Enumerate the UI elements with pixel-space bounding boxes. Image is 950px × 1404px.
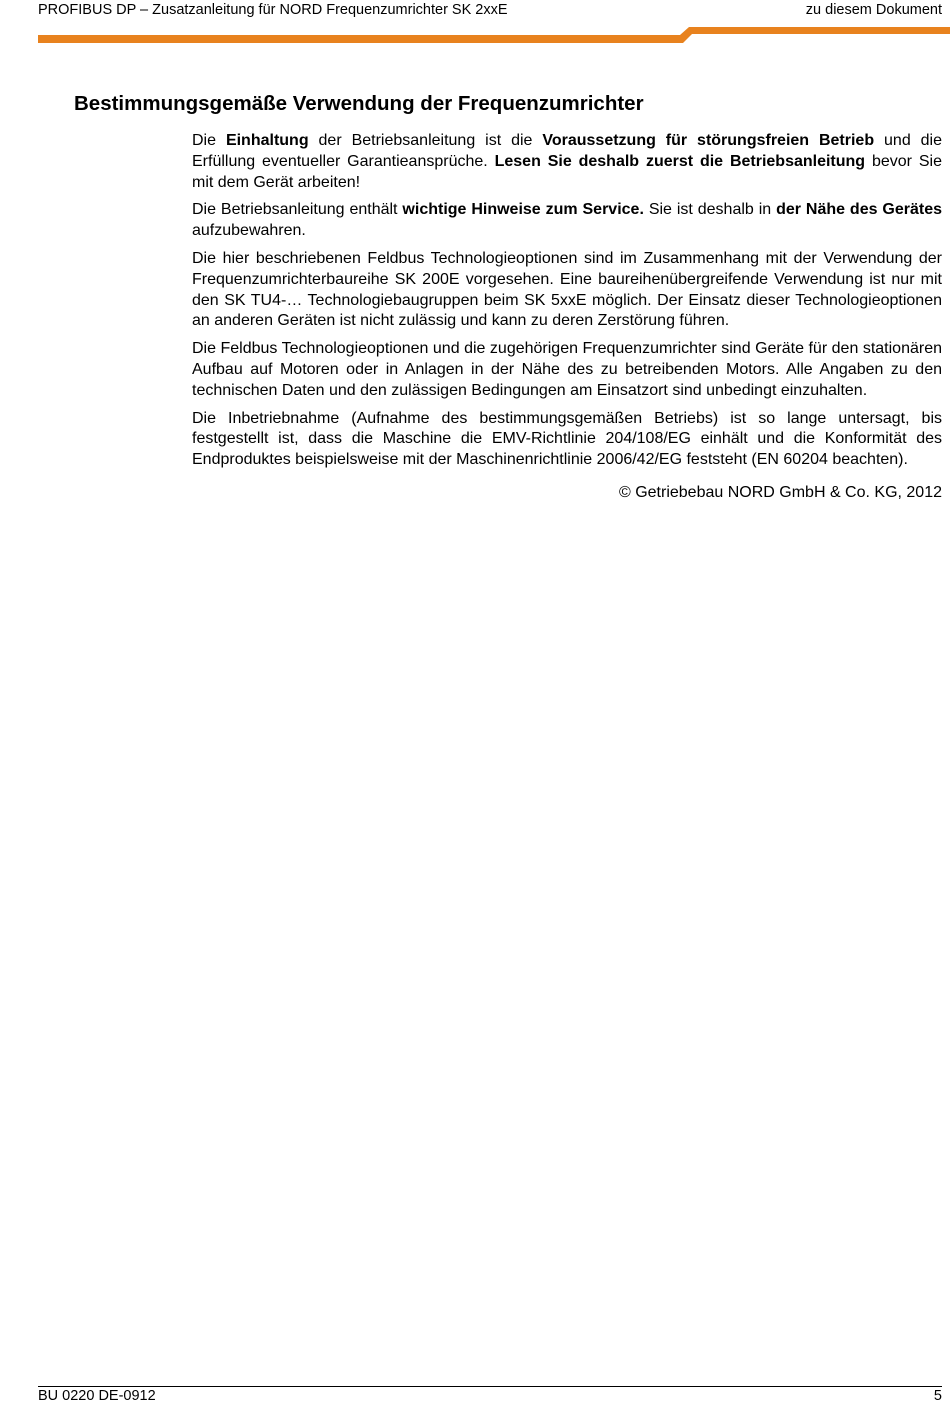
text-run: bevor Sie mit dem Gerät arbeiten! bbox=[192, 152, 942, 191]
paragraph-1 bbox=[192, 131, 942, 193]
header-bar-shape bbox=[38, 27, 950, 43]
header-section-name: zu diesem Dokument bbox=[805, 2, 942, 18]
header-document-title: PROFIBUS DP – Zusatzanleitung für NORD Frequenzumrichter SK 2xxE bbox=[38, 2, 508, 18]
paragraph-2 bbox=[192, 200, 942, 242]
text-run: der Betriebsanleitung ist die bbox=[308, 132, 543, 149]
text-run: Sie ist deshalb in bbox=[643, 201, 777, 219]
footer-page-number: 5 bbox=[933, 1388, 942, 1404]
header-orange-bar bbox=[0, 26, 950, 46]
bold-run: wichtige Hinweise zum Service. bbox=[402, 201, 644, 219]
bold-run: Lesen Sie deshalb zuerst die Betriebsanleitung bbox=[494, 152, 866, 170]
paragraph-4: Die Feldbus Technologieoptionen und die zugehörigen Frequenzumrichter sind Geräte für den stationären Aufbau auf Motoren oder in Anlagen in der Nähe des zu betreibenden Motors. Alle Angaben zu den technischen Daten und den zulässigen Bedingungen am Einsatzort sind unbedingt einzuhalten. bbox=[192, 340, 942, 399]
text-run: aufzubewahren. bbox=[192, 222, 306, 240]
body-text bbox=[192, 131, 942, 511]
text-run: Die bbox=[192, 132, 226, 149]
bold-run: der Nähe des Gerätes bbox=[776, 201, 942, 219]
section-heading: Bestimmungsgemäße Verwendung der Frequenzumrichter bbox=[74, 92, 644, 115]
bold-run: Voraussetzung für störungsfreien Betrieb bbox=[542, 132, 875, 149]
footer-rule bbox=[38, 1386, 942, 1387]
paragraph-3: Die hier beschriebenen Feldbus Technologieoptionen sind im Zusammenhang mit der Verwendung der Frequenzumrichterbaureihe SK 200E vorgesehen. Eine baureihenübergreifende Verwendung ist nur mit den SK TU4-… Technologiebaugruppen beim SK 5xxE möglich. Der Einsatz dieser Technologieoptionen an anderen Geräten ist nicht zulässig und kann zu deren Zerstörung führen. bbox=[192, 249, 942, 330]
text-run: und die Erfüllung eventueller Garantieansprüche. bbox=[192, 132, 943, 170]
text-run: Die Betriebsanleitung enthält bbox=[192, 201, 403, 219]
bold-run: Einhaltung bbox=[225, 132, 309, 149]
footer-document-code: BU 0220 DE-0912 bbox=[38, 1388, 156, 1404]
paragraph-5: Die Inbetriebnahme (Aufnahme des bestimmungsgemäßen Betriebs) ist so lange untersagt, bis festgestellt ist, dass die Maschine die EMV-Richtlinie 204/108/EG einhält und die Konformität des Endproduktes beispielsweise mit der Maschinenrichtlinie 2006/42/EG feststeht (EN 60204 beachten). bbox=[192, 409, 942, 469]
copyright-notice: © Getriebebau NORD GmbH & Co. KG, 2012 bbox=[618, 483, 942, 501]
